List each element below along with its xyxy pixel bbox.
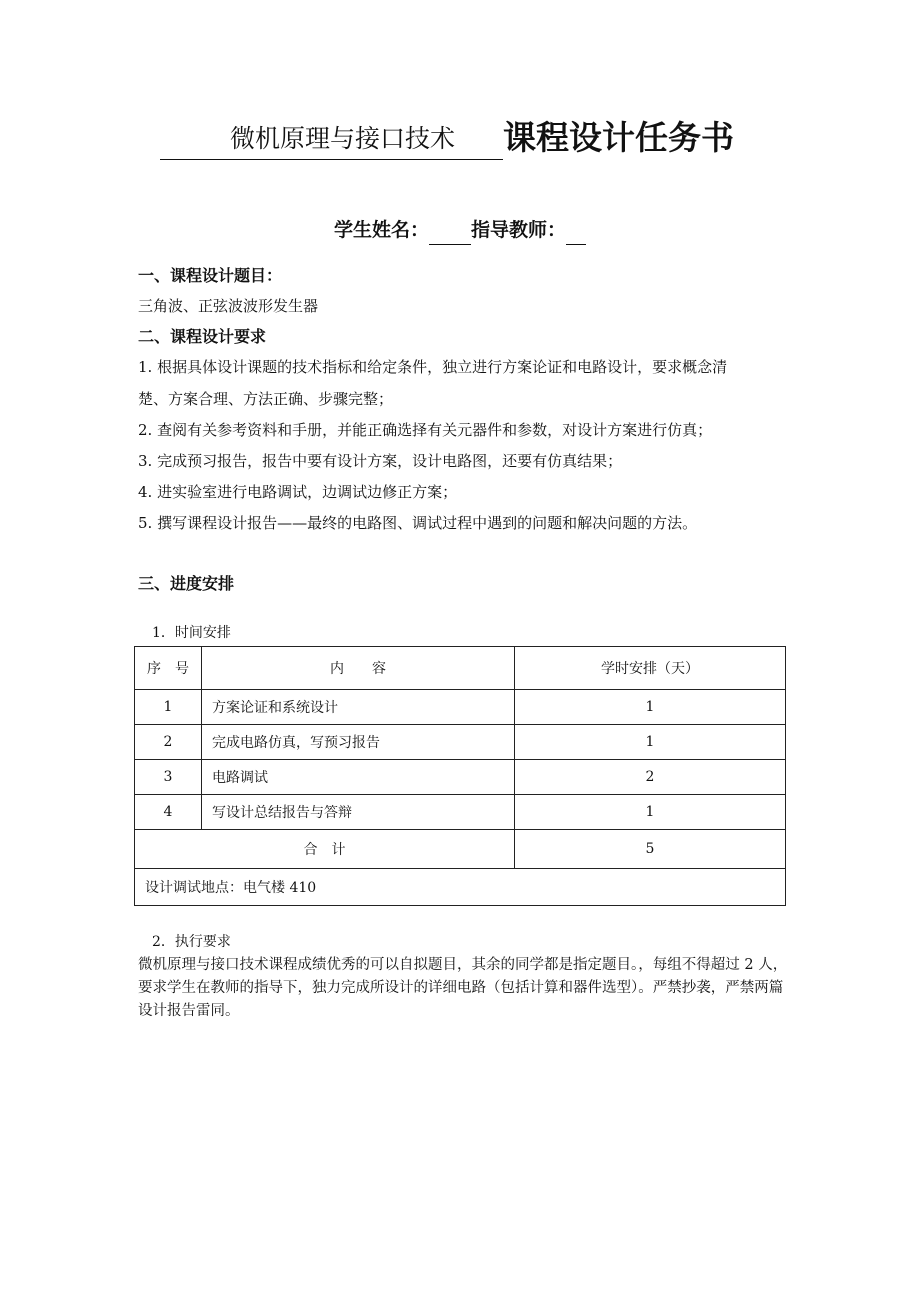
row-no: 1 bbox=[135, 690, 202, 725]
requirement-line: 5. 撰写课程设计报告——最终的电路图、调试过程中遇到的问题和解决问题的方法。 bbox=[138, 514, 698, 532]
table-row bbox=[135, 725, 786, 760]
student-name-label: 学生姓名： bbox=[333, 219, 429, 241]
table-row bbox=[135, 760, 786, 795]
execution-label: 2．执行要求 bbox=[152, 934, 231, 950]
design-topic: 三角波、正弦波波形发生器 bbox=[138, 297, 319, 315]
student-name-blank bbox=[429, 222, 471, 245]
table-row bbox=[135, 795, 786, 830]
requirement-line: 4. 进实验室进行电路调试，边调试边修正方案； bbox=[138, 483, 458, 501]
student-teacher-line bbox=[0, 215, 920, 245]
schedule-table bbox=[134, 646, 786, 906]
time-schedule-label: 1．时间安排 bbox=[152, 625, 231, 641]
row-no: 2 bbox=[135, 725, 202, 760]
row-no: 4 bbox=[135, 795, 202, 830]
requirement-line: 3. 完成预习报告，报告中要有设计方案，设计电路图，还要有仿真结果； bbox=[138, 452, 623, 470]
header-content: 内 容 bbox=[202, 647, 515, 690]
row-days: 2 bbox=[515, 760, 786, 795]
header-no: 序 号 bbox=[135, 647, 202, 690]
table-total-row bbox=[135, 830, 786, 869]
document-title bbox=[160, 112, 800, 160]
requirement-line: 楚、方案合理、方法正确、步骤完整； bbox=[138, 390, 394, 408]
total-value: 5 bbox=[515, 830, 786, 869]
row-no: 3 bbox=[135, 760, 202, 795]
row-days: 1 bbox=[515, 725, 786, 760]
table-location-row bbox=[135, 869, 786, 906]
requirement-line: 1. 根据具体设计课题的技术指标和给定条件，独立进行方案论证和电路设计，要求概念清 bbox=[138, 358, 728, 376]
section-heading-topic: 一、课程设计题目： bbox=[138, 266, 283, 285]
table-row bbox=[135, 690, 786, 725]
row-content: 完成电路仿真，写预习报告 bbox=[202, 725, 515, 760]
total-label: 合 计 bbox=[135, 830, 515, 869]
title-text: 课程设计任务书 bbox=[503, 118, 735, 157]
row-days: 1 bbox=[515, 795, 786, 830]
header-days: 学时安排（天） bbox=[515, 647, 786, 690]
requirement-line: 2. 查阅有关参考资料和手册，并能正确选择有关元器件和参数，对设计方案进行仿真； bbox=[138, 421, 713, 439]
teacher-name-blank bbox=[566, 222, 586, 245]
row-days: 1 bbox=[515, 690, 786, 725]
execution-requirements: 微机原理与接口技术课程成绩优秀的可以自拟题目，其余的同学都是指定题目。，每组不得超过 2 人，要求学生在教师的指导下，独力完成所设计的详细电路（包括计算和器件选型）。严禁抄袭，严禁两篇设计报告雷同。 bbox=[138, 957, 788, 1019]
row-content: 写设计总结报告与答辩 bbox=[202, 795, 515, 830]
section-heading-schedule: 三、进度安排 bbox=[138, 574, 235, 593]
teacher-label: 指导教师： bbox=[471, 219, 567, 241]
location: 设计调试地点：电气楼 410 bbox=[135, 869, 786, 906]
row-content: 方案论证和系统设计 bbox=[202, 690, 515, 725]
section-heading-requirements: 二、课程设计要求 bbox=[138, 327, 267, 346]
course-name: 微机原理与接口技术 bbox=[160, 119, 503, 160]
table-header-row bbox=[135, 647, 786, 690]
row-content: 电路调试 bbox=[202, 760, 515, 795]
